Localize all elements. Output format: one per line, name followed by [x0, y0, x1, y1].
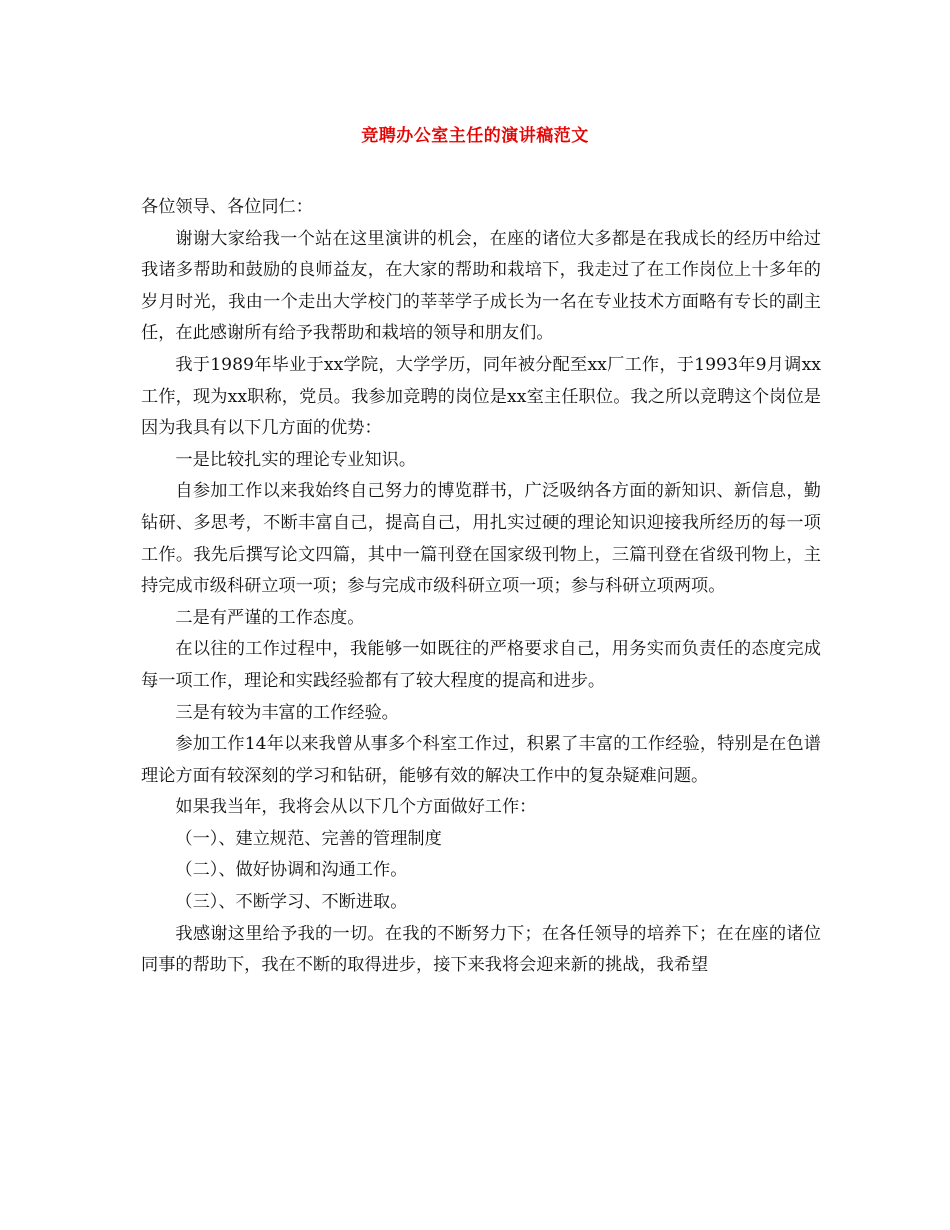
- list-item: （二）、做好协调和沟通工作。: [175, 860, 408, 881]
- salutation-paragraph: 各位领导、各位同仁：: [141, 197, 313, 217]
- body-paragraph: 我感谢这里给予我的一切。在我的不断努力下；在各任领导的培养下；在在座的诸位同事的帮助下，我在不断的取得进步，接下来我将会迎来新的挑战，我希望: [141, 923, 821, 976]
- section-heading: 二是有严谨的工作态度。: [175, 607, 365, 628]
- body-paragraph: 自参加工作以来我始终自己努力的博览群书，广泛吸纳各方面的新知识、新信息，勤钻研、多思考，不断丰富自己，提高自己，用扎实过硬的理论知识迎接我所经历的每一项工作。我先后撰写论文四篇，其中一篇刊登在国家级刊物上，三篇刊登在省级刊物上，主持完成市级科研立项一项；参与完成市级科研立项一项；参与科研立项两项。: [141, 481, 821, 597]
- section-heading: 三是有较为丰富的工作经验。: [175, 702, 399, 723]
- document-body: [141, 192, 821, 982]
- body-paragraph: 在以往的工作过程中，我能够一如既往的严格要求自己，用务实而负责任的态度完成每一项工作，理论和实践经验都有了较大程度的提高和进步。: [141, 639, 821, 691]
- list-item: （三）、不断学习、不断进取。: [175, 892, 408, 913]
- body-paragraph: 我于1989年毕业于xx学院，大学学历，同年被分配至xx厂工作，于1993年9月调xx工作，现为xx职称，党员。我参加竞聘的岗位是xx室主任职位。我之所以竞聘这个岗位是因为我具有以下几方面的优势：: [141, 354, 821, 439]
- list-item: （一）、建立规范、完善的管理制度: [175, 828, 442, 849]
- body-paragraph: 参加工作14年以来我曾从事多个科室工作过，积累了丰富的工作经验，特别是在色谱理论方面有较深刻的学习和钻研，能够有效的解决工作中的复杂疑难问题。: [141, 734, 821, 786]
- body-paragraph: 谢谢大家给我一个站在这里演讲的机会，在座的诸位大多都是在我成长的经历中给过我诸多帮助和鼓励的良师益友，在大家的帮助和栽培下，我走过了在工作岗位上十多年的岁月时光，我由一个走出大学校门的莘莘学子成长为一名在专业技术方面略有专长的副主任，在此感谢所有给予我帮助和栽培的领导和朋友们。: [141, 228, 821, 344]
- body-paragraph: 如果我当年，我将会从以下几个方面做好工作：: [175, 797, 537, 818]
- document-title: 竞聘办公室主任的演讲稿范文: [361, 126, 589, 146]
- section-heading: 一是比较扎实的理论专业知识。: [175, 449, 417, 470]
